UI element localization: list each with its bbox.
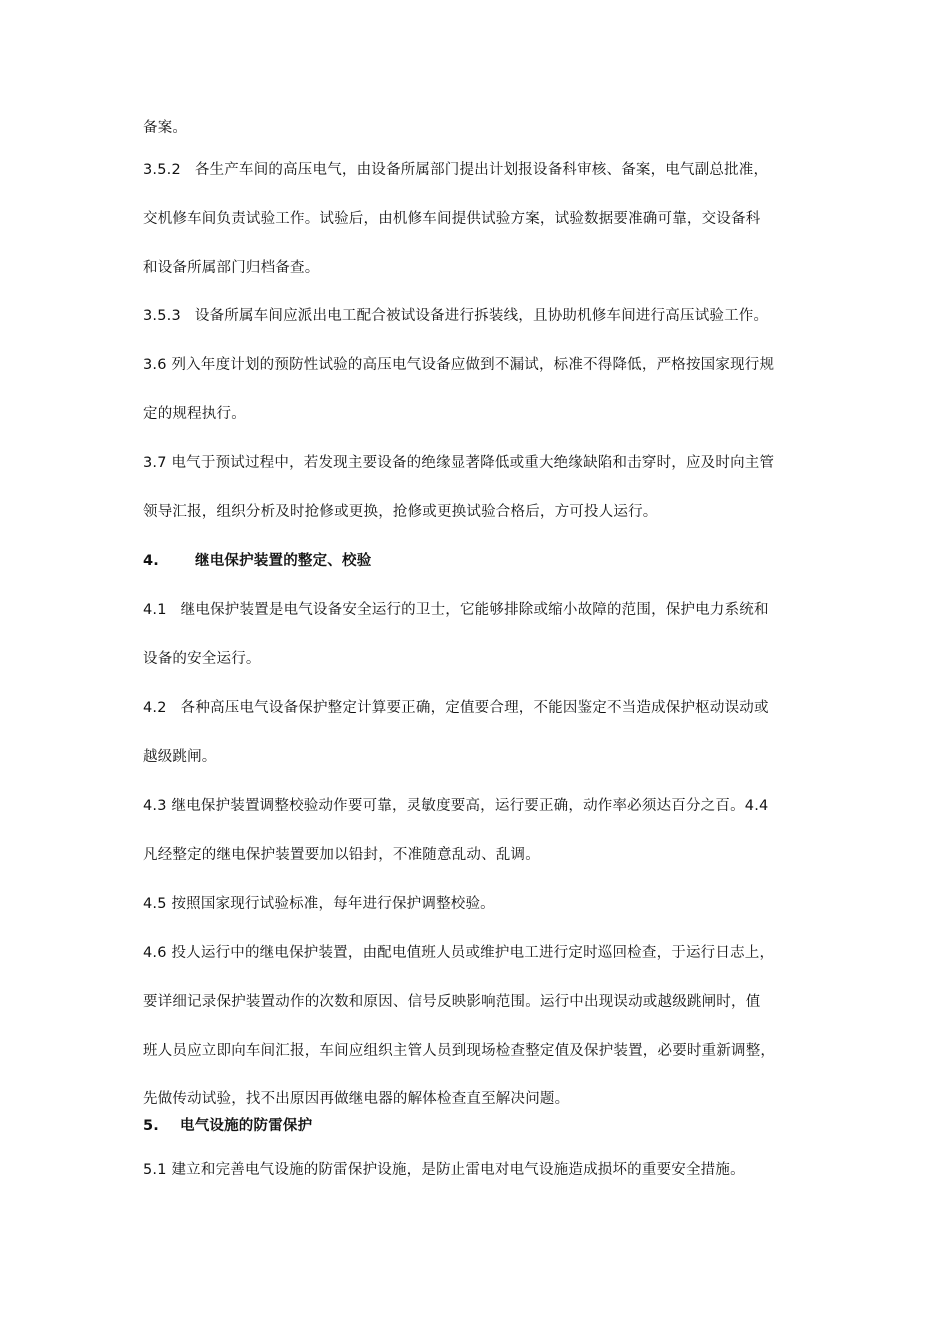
paragraph-line xyxy=(143,649,261,669)
paragraph-line xyxy=(143,258,319,278)
clause-number: 3.5.2 xyxy=(143,162,181,178)
paragraph-line xyxy=(143,404,246,424)
line-text: 4.3 继电保护装置调整校验动作要可靠，灵敏度要高，运行要正确，动作率必须达百分之百。4.4 xyxy=(143,798,769,814)
line-text: 3.7 电气于预试过程中，若发现主要设备的绝缘显著降低或重大绝缘缺陷和击穿时，应及时向主管 xyxy=(143,455,775,471)
paragraph-line xyxy=(143,209,760,229)
section-heading xyxy=(143,1116,312,1136)
line-text: 凡经整定的继电保护装置要加以铅封，不准随意乱动、乱调。 xyxy=(143,847,540,863)
paragraph-line xyxy=(143,894,495,914)
section-number: 5. xyxy=(143,1118,159,1134)
line-text: 4.5 按照国家现行试验标准，每年进行保护调整校验。 xyxy=(143,896,495,912)
clause-number: 4.2 xyxy=(143,700,167,716)
paragraph-line xyxy=(143,992,760,1012)
paragraph-line xyxy=(143,1041,775,1061)
line-text: 领导汇报，组织分析及时抢修或更换，抢修或更换试验合格后，方可投人运行。 xyxy=(143,504,658,520)
paragraph-line xyxy=(143,845,540,865)
paragraph-line xyxy=(143,1089,569,1109)
line-text: 4.6 投人运行中的继电保护装置，由配电值班人员或维护电工进行定时巡回检查，于运行日志上， xyxy=(143,945,775,961)
line-text: 先做传动试验，找不出原因再做继电器的解体检查直至解决问题。 xyxy=(143,1091,570,1107)
line-text: 要详细记录保护装置动作的次数和原因、信号反映影响范围。运行中出现误动或越级跳闸时，值 xyxy=(143,994,761,1010)
line-text: 交机修车间负责试验工作。试验后，由机修车间提供试验方案，试验数据要准确可靠，交设备科 xyxy=(143,211,761,227)
line-text: 和设备所属部门归档备查。 xyxy=(143,260,320,276)
line-text: 设备所属车间应派出电工配合被试设备进行拆装线，且协助机修车间进行高压试验工作。 xyxy=(194,308,769,324)
paragraph-line xyxy=(143,943,774,963)
paragraph-line xyxy=(143,1160,745,1180)
line-text: 3.6 列入年度计划的预防性试验的高压电气设备应做到不漏试，标准不得降低，严格按国家现行规 xyxy=(143,357,775,373)
paragraph-line xyxy=(143,453,774,473)
section-title: 电气设施的防雷保护 xyxy=(180,1118,313,1134)
section-number: 4. xyxy=(143,553,159,569)
paragraph-line xyxy=(143,796,768,816)
paragraph-line xyxy=(143,355,774,375)
line-text: 越级跳闸。 xyxy=(143,749,217,765)
line-text: 设备的安全运行。 xyxy=(143,651,261,667)
paragraph-line xyxy=(143,747,217,767)
line-text: 备案。 xyxy=(143,120,188,136)
clause-number: 4.1 xyxy=(143,602,167,618)
paragraph-line xyxy=(143,600,769,620)
line-text: 各生产车间的高压电气，由设备所属部门提出计划报设备科审核、备案，电气副总批准， xyxy=(194,162,769,178)
line-text: 定的规程执行。 xyxy=(143,406,246,422)
line-text: 5.1 建立和完善电气设施的防雷保护设施，是防止雷电对电气设施造成损坏的重要安全措施。 xyxy=(143,1162,745,1178)
paragraph-line xyxy=(143,160,768,180)
paragraph-line xyxy=(143,502,658,522)
paragraph-line xyxy=(143,306,768,326)
paragraph-line xyxy=(143,698,769,718)
line-text: 继电保护装置是电气设备安全运行的卫士，它能够排除或缩小故障的范围，保护电力系统和 xyxy=(180,602,769,618)
line-text: 各种高压电气设备保护整定计算要正确，定值要合理，不能因鉴定不当造成保护枢动误动或 xyxy=(180,700,769,716)
section-title: 继电保护装置的整定、校验 xyxy=(195,553,372,569)
line-text: 班人员应立即向车间汇报，车间应组织主管人员到现场检查整定值及保护装置，必要时重新调整， xyxy=(143,1043,776,1059)
paragraph-line xyxy=(143,118,187,138)
clause-number: 3.5.3 xyxy=(143,308,181,324)
section-heading xyxy=(143,551,371,571)
